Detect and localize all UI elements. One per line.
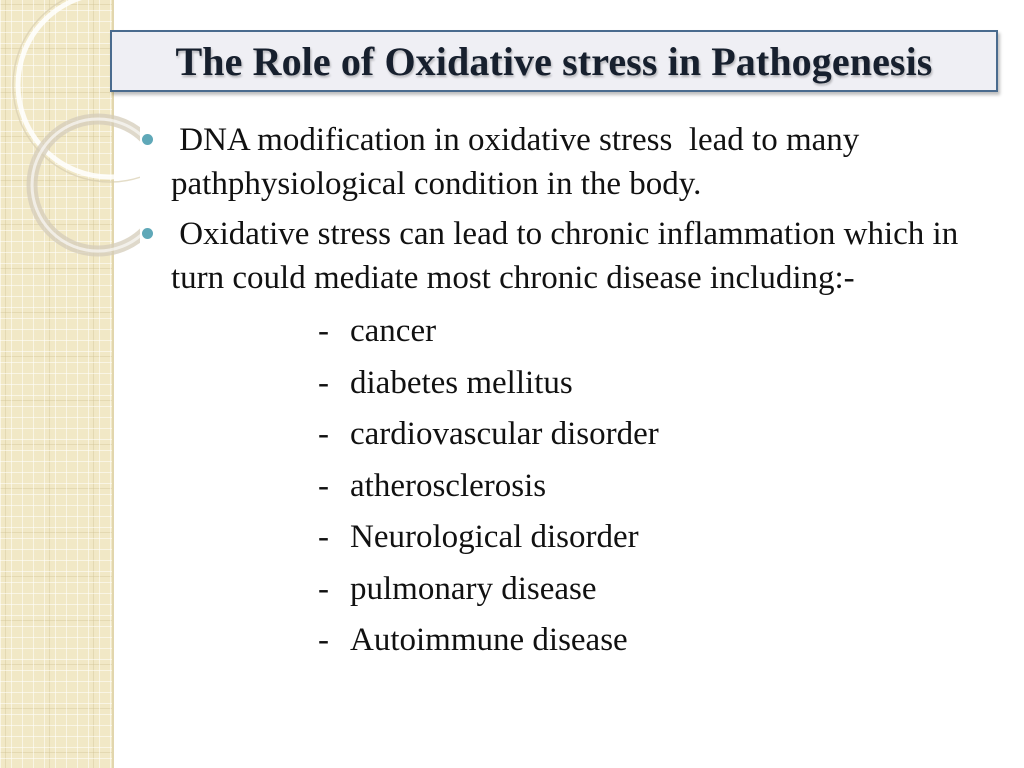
disease-name: Neurological disorder bbox=[350, 519, 639, 555]
bullet-dot-icon bbox=[142, 134, 153, 145]
disease-list-item bbox=[318, 461, 1000, 513]
dash-marker: - bbox=[318, 622, 329, 658]
dash-marker: - bbox=[318, 570, 329, 607]
dash-marker: - bbox=[318, 519, 329, 555]
disease-list-item bbox=[318, 615, 1000, 667]
disease-name: cardiovascular disorder bbox=[350, 416, 659, 452]
dash-marker: - bbox=[318, 364, 329, 401]
disease-list-item bbox=[318, 564, 1000, 616]
title-box bbox=[110, 30, 998, 92]
dash-marker: - bbox=[318, 313, 329, 349]
bullet-item bbox=[140, 212, 1000, 300]
disease-name: Autoimmune disease bbox=[350, 622, 628, 658]
disease-list-item bbox=[318, 306, 1000, 358]
disease-name: pulmonary disease bbox=[350, 570, 597, 607]
disease-list-item bbox=[318, 358, 1000, 410]
content-area bbox=[140, 118, 1000, 667]
bullet-item bbox=[140, 118, 1000, 206]
disease-name: diabetes mellitus bbox=[350, 364, 573, 401]
bullet-text: Oxidative stress can lead to chronic inflammation which in turn could mediate most chronic disease including:- bbox=[171, 216, 967, 296]
disease-list bbox=[140, 306, 1000, 667]
bullet-text: DNA modification in oxidative stress lead to many pathphysiological condition in the body. bbox=[171, 122, 868, 202]
disease-name: atherosclerosis bbox=[350, 467, 547, 504]
disease-name: cancer bbox=[350, 313, 437, 349]
bullet-dot-icon bbox=[142, 228, 153, 239]
disease-list-item bbox=[318, 409, 1000, 461]
dash-marker: - bbox=[318, 467, 329, 504]
dash-marker: - bbox=[318, 416, 329, 452]
slide-title: The Role of Oxidative stress in Pathogenesis bbox=[175, 38, 933, 84]
disease-list-item bbox=[318, 512, 1000, 564]
